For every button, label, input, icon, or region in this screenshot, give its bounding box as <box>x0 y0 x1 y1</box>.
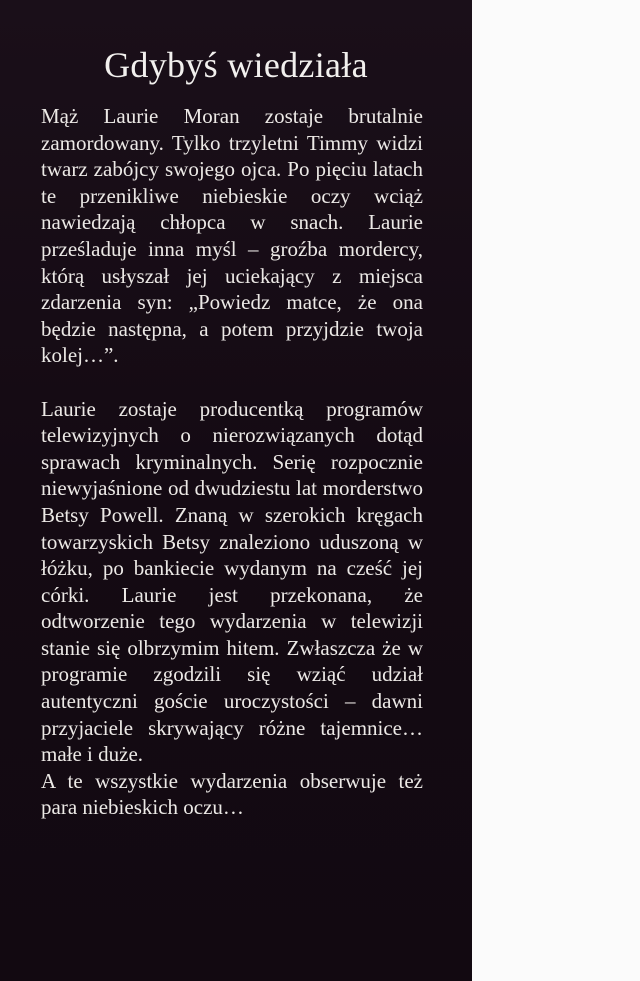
page-margin-strip <box>472 0 640 981</box>
blurb-paragraph: A te wszystkie wydarzenia obserwuje też para niebieskich oczu… <box>41 768 423 820</box>
book-blurb <box>41 103 423 821</box>
blurb-paragraph: Mąż Laurie Moran zostaje brutalnie zamordowany. Tylko trzyletni Timmy widzi twarz zabójcy swojego ojca. Po pięciu latach te przenikliwe niebieskie oczy wciąż nawiedzają chłopca w snach. Laurie prześladuje inna myśl – groźba mordercy, którą usłyszał jej uciekający z miejsca zdarzenia syn: „Powiedz matce, że ona będzie następna, a potem przyjdzie twoja kolej…”. <box>41 104 423 368</box>
book-title: Gdybyś wiedziała <box>104 45 368 85</box>
blurb-paragraph: Laurie zostaje producentką programów telewizyjnych o nierozwiązanych dotąd sprawach kryminalnych. Serię rozpocznie niewyjaśnione od dwudziestu lat morderstwo Betsy Powell. Znaną w szerokich kręgach towarzyskich Betsy znaleziono uduszoną w łóżku, po bankiecie wydanym na cześć jej córki. Laurie jest przekonana, że odtworzenie tego wydarzenia w telewizji stanie się olbrzymim hitem. Zwłaszcza że w programie zgodzili się wziąć udział autentyczni goście uroczystości – dawni przyjaciele skrywający różne tajemnice… małe i duże. <box>41 396 423 767</box>
